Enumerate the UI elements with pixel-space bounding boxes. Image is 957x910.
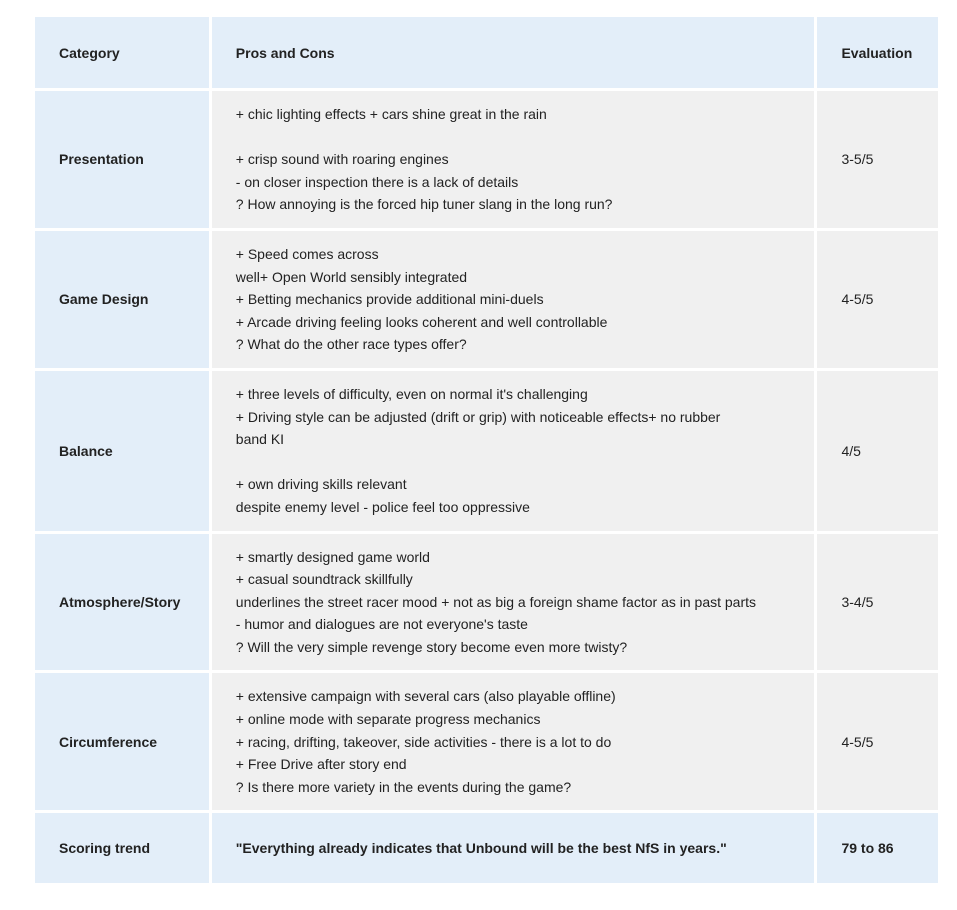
scoring-trend-label: Scoring trend [35,813,212,886]
pros-cons-line: well+ Open World sensibly integrated [235,268,468,285]
pros-cons-line [236,451,805,474]
pros-cons-line: + crisp sound with roaring engines [235,151,449,168]
table-header-row [35,17,938,91]
pros-cons-cell [212,231,818,371]
category-cell: Game Design [35,231,212,371]
table-row [35,673,938,813]
category-cell: Atmosphere/Story [35,534,212,674]
table-row [35,534,938,674]
table-row [35,371,938,534]
pros-cons-line: - on closer inspection there is a lack of details [235,173,519,190]
pros-cons-line: ? What do the other race types offer? [235,336,467,353]
pros-cons-line: ? Will the very simple revenge story become even more twisty? [235,638,628,655]
pros-cons-line: + Free Drive after story end [235,756,407,773]
pros-cons-line: - humor and dialogues are not everyone's taste [235,616,528,633]
pros-cons-line: despite enemy level - police feel too oppressive [235,498,530,515]
pros-cons-line: + Speed comes across [235,245,379,262]
pros-cons-line: + casual soundtrack skillfully [235,571,413,588]
pros-cons-line [236,126,805,149]
pros-cons-line: underlines the street racer mood + not as big a foreign shame factor as in past parts [235,593,757,610]
scoring-trend-quote: "Everything already indicates that Unbound will be the best NfS in years." [212,813,818,886]
pros-cons-cell [212,673,818,813]
pros-cons-line: + own driving skills relevant [235,476,407,493]
table-row [35,231,938,371]
table-row [35,91,938,231]
pros-cons-line: ? How annoying is the forced hip tuner slang in the long run? [235,196,613,213]
pros-cons-line: + smartly designed game world [235,548,430,565]
pros-cons-cell [212,371,818,534]
pros-cons-line: + extensive campaign with several cars (also playable offline) [235,688,616,705]
evaluation-cell: 4-5/5 [817,231,938,371]
pros-cons-line: ? Is there more variety in the events during the game? [235,778,572,795]
evaluation-cell: 3-5/5 [817,91,938,231]
category-cell: Presentation [35,91,212,231]
pros-cons-line: + Betting mechanics provide additional mini-duels [235,291,544,308]
header-pros-cons: Pros and Cons [212,17,818,91]
category-cell: Balance [35,371,212,534]
review-table [35,17,938,886]
category-cell: Circumference [35,673,212,813]
scoring-trend-value: 79 to 86 [817,813,938,886]
pros-cons-cell [212,91,818,231]
pros-cons-line: + online mode with separate progress mechanics [235,711,541,728]
pros-cons-line: + Driving style can be adjusted (drift or grip) with noticeable effects+ no rubber [235,408,721,425]
pros-cons-line: band KI [235,431,285,448]
evaluation-cell: 4-5/5 [817,673,938,813]
evaluation-cell: 3-4/5 [817,534,938,674]
pros-cons-line: + three levels of difficulty, even on normal it's challenging [235,385,588,402]
header-category: Category [35,17,212,91]
pros-cons-line: + chic lighting effects + cars shine great in the rain [235,106,547,122]
pros-cons-cell [212,534,818,674]
scoring-trend-row [35,813,938,886]
evaluation-cell: 4/5 [817,371,938,534]
pros-cons-line: + racing, drifting, takeover, side activities - there is a lot to do [235,733,612,750]
pros-cons-line: + Arcade driving feeling looks coherent and well controllable [235,313,608,330]
header-evaluation: Evaluation [817,17,938,91]
